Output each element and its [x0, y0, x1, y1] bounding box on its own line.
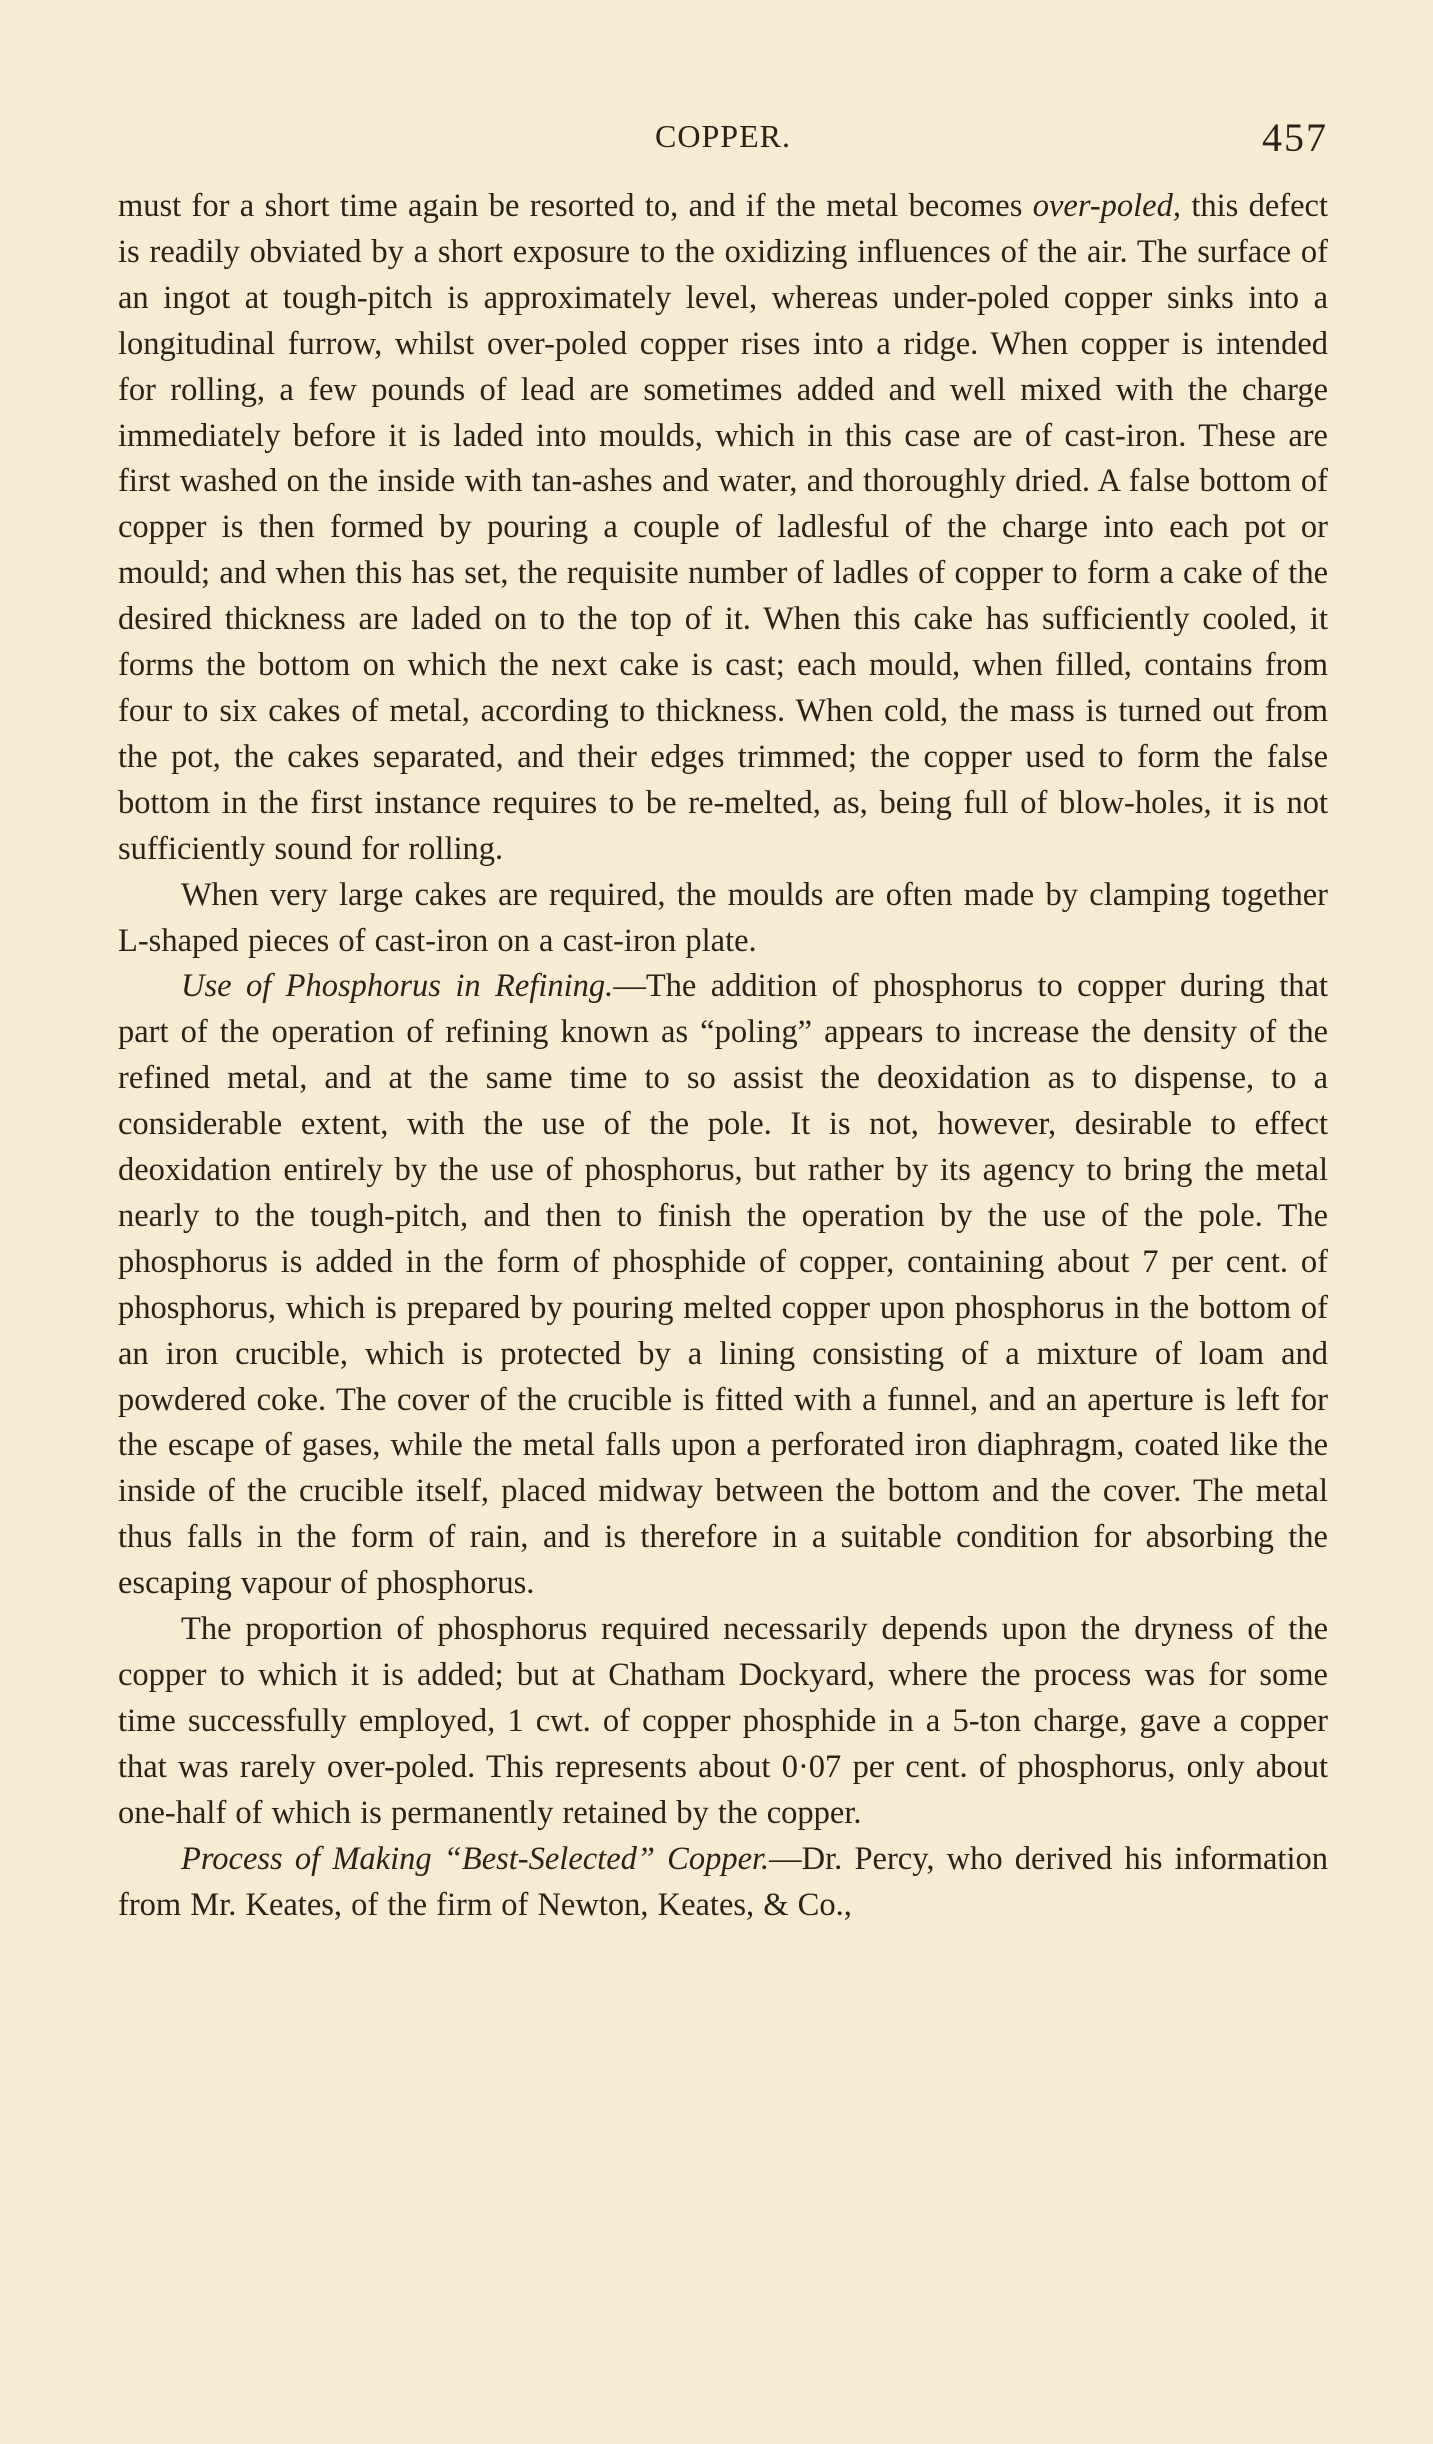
body-text — [118, 184, 1328, 1928]
running-head — [118, 115, 1328, 168]
paragraph-ingot-casting — [118, 184, 1328, 873]
paragraph-phosphorus-proportion — [118, 1607, 1328, 1837]
page-number: 457 — [1262, 115, 1328, 160]
paragraph-text: —Dr. Percy, who derived his information from Mr. Keates, of the firm of Newton, Keates, & Co., — [118, 1840, 1328, 1923]
page-title: COPPER. — [655, 118, 791, 154]
section-heading-best-selected: Process of Making “Best-Selected” Copper. — [181, 1840, 770, 1877]
paragraph-phosphorus-refining — [118, 964, 1328, 1607]
paragraph-text: When very large cakes are required, the moulds are often made by clamping together L-shaped pieces of cast-iron on a cast-iron plate. — [118, 876, 1328, 959]
paragraph-best-selected — [118, 1837, 1328, 1929]
section-heading-phosphorus: Use of Phosphorus in Refining. — [181, 968, 614, 1005]
paragraph-text: The proportion of phosphorus required necessarily depends upon the dryness of the copper to which it is added; but at Chatham Dockyard, where the process was for some time successfully employed, 1 cwt. of copper phosphide in a 5-ton charge, gave a copper that was rarely over-poled. This represents about 0·07 per cent. of phosphorus, only about one-half of which is permanently retained by the copper. — [118, 1611, 1328, 1831]
paragraph-large-cakes — [118, 873, 1328, 965]
paragraph-text: —The addition of phosphorus to copper during that part of the operation of refining known as “poling” appears to increase the density of the refined metal, and at the same time to so assist the deoxidation as to dispense, to a considerable extent, with the use of the pole. It is not, however, desirable to effect deoxidation entirely by the use of phosphorus, but rather by its agency to bring the metal nearly to the tough-pitch, and then to finish the operation by the use of the pole. The phosphorus is added in the form of phosphide of copper, containing about 7 per cent. of phosphorus, which is prepared by pouring melted copper upon phosphorus in the bottom of an iron crucible, which is protected by a lining consisting of a mixture of loam and powdered coke. The cover of the crucible is fitted with a funnel, and an aperture is left for the escape of gases, while the metal falls upon a perforated iron diaphragm, coated like the inside of the crucible itself, placed midway between the bottom and the cover. The metal thus falls in the form of rain, and is therefore in a suitable condition for absorbing the escaping vapour of phosphorus. — [118, 968, 1328, 1602]
paragraph-text: must for a short time again be resorted to, and if the metal becomes — [118, 188, 1033, 224]
italic-term-over-poled: over-poled, — [1032, 188, 1181, 224]
paragraph-text: this defect is readily obviated by a short exposure to the oxidizing influences of the air. The surface of an ingot at tough-pitch is approximately level, whereas under-poled copper sinks into a longitudinal furrow, whilst over-poled copper rises into a ridge. When copper is intended for rolling, a few pounds of lead are sometimes added and well mixed with the charge immediately before it is laded into moulds, which in this case are of cast-iron. These are first washed on the inside with tan-ashes and water, and thoroughly dried. A false bottom of copper is then formed by pouring a couple of ladlesful of the charge into each pot or mould; and when this has set, the requisite number of ladles of copper to form a cake of the desired thickness are laded on to the top of it. When this cake has sufficiently cooled, it forms the bottom on which the next cake is cast; each mould, when filled, contains from four to six cakes of metal, according to thickness. When cold, the mass is turned out from the pot, the cakes separated, and their edges trimmed; the copper used to form the false bottom in the first instance requires to be re-melted, as, being full of blow-holes, it is not sufficiently sound for rolling. — [118, 188, 1329, 867]
